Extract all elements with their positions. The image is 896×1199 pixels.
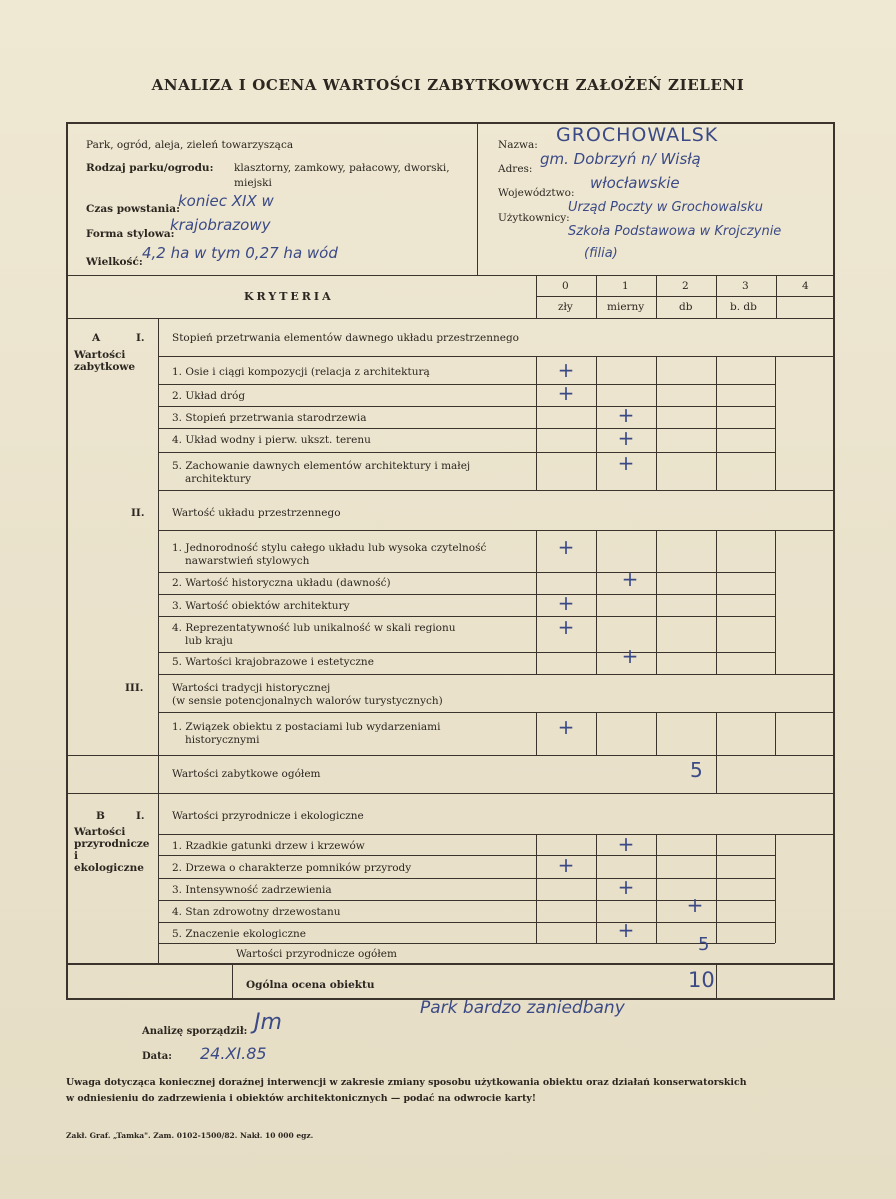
- a1-item-4: 4. Układ wodny i pierw. ukszt. terenu: [172, 434, 371, 446]
- grid-line: [158, 855, 775, 856]
- uwaga-line-1: Uwaga dotycząca koniecznej doraźnej interwencji w zakresie zmiany sposobu użytkowania obiektu oraz działań konserwatorskich: [66, 1077, 747, 1088]
- grid-col: [716, 834, 717, 943]
- date-label: Data:: [142, 1051, 172, 1062]
- score-name-1: mierny: [607, 301, 645, 313]
- section-b-total-label: Wartości przyrodnicze ogółem: [236, 948, 397, 960]
- grid-col: [536, 834, 537, 943]
- section-a-name: Wartości zabytkowe: [74, 349, 136, 373]
- a1-item-1: 1. Osie i ciągi kompozycji (relacja z architekturą: [172, 366, 430, 378]
- score-3: 3: [742, 280, 749, 292]
- grid-col: [656, 530, 657, 674]
- b-item-5: 5. Znaczenie ekologiczne: [172, 928, 307, 940]
- uzytkownicy-value-2: Szkoła Podstawowa w Krojczynie: [568, 224, 782, 239]
- mark-a1-3: +: [617, 403, 635, 427]
- wojewodztwo-value: włocławskie: [590, 174, 680, 192]
- grid-col: [536, 530, 537, 674]
- rodzaj-options: klasztorny, zamkowy, pałacowy, dworski,: [234, 162, 450, 174]
- score-name-2: db: [679, 301, 693, 313]
- grid-col: [656, 712, 657, 755]
- analize-signature: Jm: [254, 1010, 282, 1035]
- uzytkownicy-label: Użytkownicy:: [498, 212, 570, 224]
- b-item-2: 2. Drzewa o charakterze pomników przyrody: [172, 862, 412, 874]
- grid-col: [775, 530, 776, 674]
- mark-b-1: +: [617, 832, 635, 856]
- grid-col: [656, 834, 657, 943]
- a1-item-2: 2. Układ dróg: [172, 390, 246, 402]
- mark-a1-2: +: [557, 381, 575, 405]
- group-1-title: Stopień przetrwania elementów dawnego układu przestrzennego: [172, 332, 519, 344]
- park-type-line: Park, ogród, aleja, zieleń towarzysząca: [86, 139, 294, 151]
- grid-line: [158, 922, 775, 923]
- forma-value: krajobrazowy: [170, 216, 271, 234]
- a2-item-4: 4. Reprezentatywność lub unikalność w skali regionu: [172, 622, 456, 634]
- group-3-title-2: (w sensie potencjonalnych walorów turystycznych): [172, 695, 443, 707]
- page-title: ANALIZA I OCENA WARTOŚCI ZABYTKOWYCH ZAŁOŻEŃ ZIELENI: [151, 76, 745, 94]
- group-3-title: Wartości tradycji historycznej: [172, 682, 331, 694]
- mark-b-5: +: [617, 918, 635, 942]
- a2-item-4-cont: lub kraju: [185, 635, 233, 647]
- score-0: 0: [562, 280, 569, 292]
- section-a-total-value: 5: [690, 758, 703, 782]
- score-4: 4: [802, 280, 809, 292]
- grid-col: [716, 712, 717, 793]
- grid-col: [716, 530, 717, 674]
- rodzaj-options-2: miejski: [234, 177, 272, 189]
- uwaga-line-2: w odniesieniu do zadrzewienia i obiektów architektonicznych — podać na odwrocie karty!: [66, 1093, 536, 1104]
- mark-a1-5: +: [617, 451, 635, 475]
- grid-col: [775, 834, 776, 943]
- grid-line: [158, 943, 775, 944]
- kryteria-mid-line: [536, 296, 835, 297]
- left-column-line: [158, 318, 159, 963]
- adres-value: gm. Dobrzyń n/ Wisłą: [540, 150, 701, 168]
- section-b-title: Wartości przyrodnicze i ekologiczne: [172, 810, 364, 822]
- czas-label: Czas powstania:: [86, 203, 180, 215]
- grid-line: [66, 793, 835, 794]
- note: Park bardzo zaniedbany: [420, 998, 625, 1018]
- kryteria-label: KRYTERIA: [244, 290, 334, 303]
- grid-line: [158, 406, 775, 407]
- mark-a1-1: +: [557, 358, 575, 382]
- grid-line: [66, 755, 835, 756]
- mark-a2-1: +: [557, 535, 575, 559]
- wielkosc-value: 4,2 ha w tym 0,27 ha wód: [142, 244, 338, 262]
- section-a-group-1-num: I.: [136, 332, 145, 344]
- section-b-letter: B: [96, 810, 105, 822]
- grid-col: [596, 530, 597, 674]
- grid-line: [158, 878, 775, 879]
- uzytkownicy-value-1: Urząd Poczty w Grochowalsku: [568, 200, 763, 215]
- grid-col: [716, 963, 717, 1000]
- score-name-3: b. db: [730, 301, 757, 313]
- grid-line: [66, 963, 835, 965]
- section-b-name: Wartości przyrodnicze i ekologiczne: [74, 826, 150, 874]
- grid-line: [158, 530, 835, 531]
- section-b-total-value: 5: [698, 934, 710, 955]
- a3-item-1-cont: historycznymi: [185, 734, 260, 746]
- grid-col: [596, 834, 597, 943]
- wojewodztwo-label: Województwo:: [498, 187, 575, 199]
- grid-line: [158, 900, 775, 901]
- grid-col: [596, 712, 597, 755]
- czas-value: koniec XIX w: [178, 192, 274, 210]
- mark-a2-3: +: [557, 591, 575, 615]
- grid-col: [596, 356, 597, 490]
- wielkosc-label: Wielkość:: [86, 256, 143, 268]
- a3-item-1: 1. Związek obiektu z postaciami lub wydarzeniami: [172, 721, 441, 733]
- section-a-group-2-num: II.: [131, 507, 145, 519]
- nazwa-label: Nazwa:: [498, 139, 538, 151]
- mark-a3-1: +: [557, 715, 575, 739]
- uzytkownicy-value-3: (filia): [584, 246, 618, 261]
- mark-a2-2: +: [621, 567, 639, 591]
- grid-col: [775, 712, 776, 755]
- mark-b-2: +: [557, 853, 575, 877]
- grid-col: [656, 356, 657, 490]
- b-item-4: 4. Stan zdrowotny drzewostanu: [172, 906, 341, 918]
- grid-line: [158, 490, 835, 491]
- grid-line: [158, 452, 775, 453]
- grid-line: [158, 652, 775, 653]
- rodzaj-label: Rodzaj parku/ogrodu:: [86, 162, 214, 174]
- score-1: 1: [622, 280, 629, 292]
- a1-item-5-cont: architektury: [185, 473, 252, 485]
- grid-line: [158, 572, 775, 573]
- group-2-title: Wartość układu przestrzennego: [172, 507, 341, 519]
- mark-a1-4: +: [617, 426, 635, 450]
- date-value: 24.XI.85: [200, 1044, 267, 1063]
- grid-col: [716, 356, 717, 490]
- header-divider: [477, 122, 478, 275]
- forma-label: Forma stylowa:: [86, 228, 175, 240]
- section-a-group-3-num: III.: [125, 682, 144, 694]
- mark-b-3: +: [617, 875, 635, 899]
- b-item-1: 1. Rzadkie gatunki drzew i krzewów: [172, 840, 365, 852]
- overall-value: 10: [688, 968, 715, 992]
- adres-label: Adres:: [498, 163, 533, 175]
- grid-col: [775, 356, 776, 490]
- analize-label: Analizę sporządził:: [142, 1026, 248, 1037]
- kryteria-bottom-line: [66, 318, 835, 319]
- grid-line: [158, 428, 775, 429]
- mark-a2-4: +: [557, 615, 575, 639]
- grid-line: [158, 594, 775, 595]
- grid-line: [158, 616, 775, 617]
- a1-item-5: 5. Zachowanie dawnych elementów architektury i małej: [172, 460, 471, 472]
- grid-col: [232, 963, 233, 1000]
- grid-line: [158, 834, 835, 835]
- score-name-0: zły: [558, 301, 573, 313]
- a2-item-5: 5. Wartości krajobrazowe i estetyczne: [172, 656, 374, 668]
- header-bottom-line: [66, 275, 835, 276]
- overall-label: Ogólna ocena obiektu: [246, 979, 375, 991]
- mark-b-4: +: [686, 893, 704, 917]
- section-a-letter: A: [92, 332, 101, 344]
- grid-col: [536, 356, 537, 490]
- grid-line: [158, 712, 835, 713]
- mark-a2-5: +: [621, 644, 639, 668]
- nazwa-value: GROCHOWALSK: [556, 124, 719, 146]
- section-a-total-label: Wartości zabytkowe ogółem: [172, 768, 321, 780]
- grid-col: [536, 712, 537, 755]
- grid-line: [158, 384, 775, 385]
- grid-line: [158, 674, 835, 675]
- section-b-num: I.: [136, 810, 145, 822]
- print-info: Zakł. Graf. „Tamka". Zam. 0102-1500/82. Nakł. 10 000 egz.: [66, 1131, 314, 1140]
- a2-item-2: 2. Wartość historyczna układu (dawność): [172, 577, 391, 589]
- a2-item-1: 1. Jednorodność stylu całego układu lub wysoka czytelność: [172, 542, 487, 554]
- a2-item-1-cont: nawarstwień stylowych: [185, 555, 310, 567]
- a1-item-3: 3. Stopień przetrwania starodrzewia: [172, 412, 367, 424]
- grid-line: [158, 356, 835, 357]
- b-item-3: 3. Intensywność zadrzewienia: [172, 884, 332, 896]
- a2-item-3: 3. Wartość obiektów architektury: [172, 600, 350, 612]
- score-2: 2: [682, 280, 689, 292]
